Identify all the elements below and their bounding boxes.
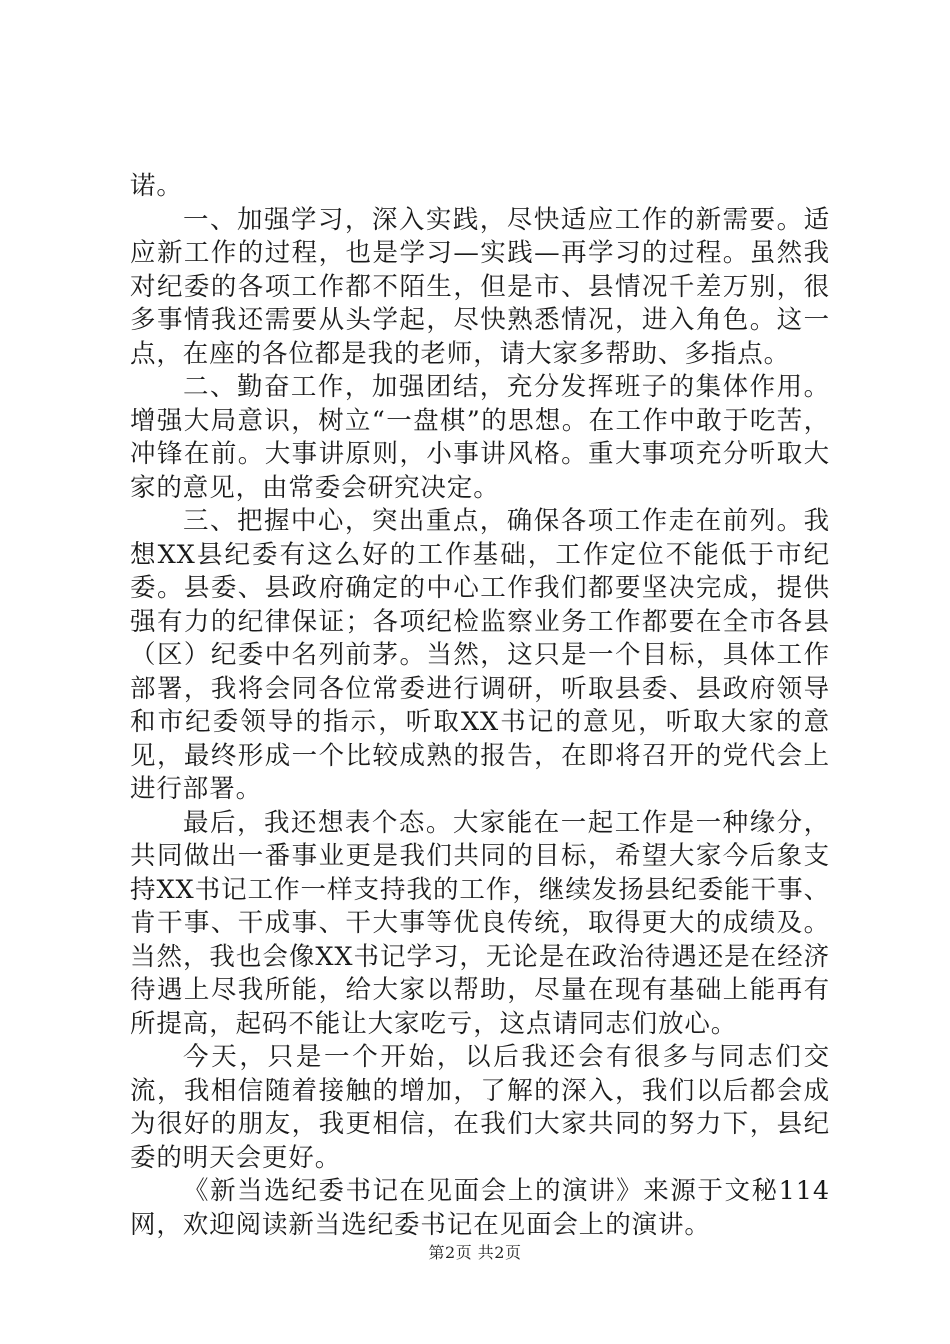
document-body bbox=[130, 170, 830, 1242]
paragraph-conclusion: 今天，只是一个开始，以后我还会有很多与同志们交流，我相信随着接触的增加，了解的深入，我们以后都会成为很好的朋友，我更相信，在我们大家共同的努力下，县纪委的明天会更好。 bbox=[130, 1042, 830, 1173]
paragraph-continuation: 诺。 bbox=[130, 171, 183, 201]
paragraph-point-one: 一、加强学习，深入实践，尽快适应工作的新需要。适应新工作的过程，也是学习—实践—再学习的过程。虽然我对纪委的各项工作都不陌生，但是市、县情况千差万别，很多事情我还需要从头学起，尽快熟悉情况，进入角色。这一点，在座的各位都是我的老师，请大家多帮助、多指点。 bbox=[130, 204, 830, 369]
page-number-footer: 第2页 共2页 bbox=[428, 1243, 522, 1262]
paragraph-closing-statement: 最后，我还想表个态。大家能在一起工作是一种缘分，共同做出一番事业更是我们共同的目标，希望大家今后象支持XX书记工作一样支持我的工作，继续发扬县纪委能干事、肯干事、干成事、干大事等优良传统，取得更大的成绩及。当然，我也会像XX书记学习，无论是在政治待遇还是在经济待遇上尽我所能，给大家以帮助，尽量在现有基础上能再有所提高，起码不能让大家吃亏，这点请同志们放心。 bbox=[130, 807, 830, 1039]
paragraph-source-note: 《新当选纪委书记在见面会上的演讲》来源于文秘114网，欢迎阅读新当选纪委书记在见面会上的演讲。 bbox=[130, 1176, 830, 1240]
paragraph-point-three: 三、把握中心，突出重点，确保各项工作走在前列。我想XX县纪委有这么好的工作基础，工作定位不能低于市纪委。县委、县政府确定的中心工作我们都要坚决完成，提供强有力的纪律保证；各项纪检监察业务工作都要在全市各县（区）纪委中名列前茅。当然，这只是一个目标，具体工作部署，我将会同各位常委进行调研，听取县委、县政府领导和市纪委领导的指示，听取XX书记的意见，听取大家的意见，最终形成一个比较成熟的报告，在即将召开的党代会上进行部署。 bbox=[130, 506, 830, 804]
paragraph-point-two: 二、勤奋工作，加强团结，充分发挥班子的集体作用。增强大局意识，树立“一盘棋”的思想。在工作中敢于吃苦，冲锋在前。大事讲原则，小事讲风格。重大事项充分听取大家的意见，由常委会研究决定。 bbox=[130, 372, 830, 503]
